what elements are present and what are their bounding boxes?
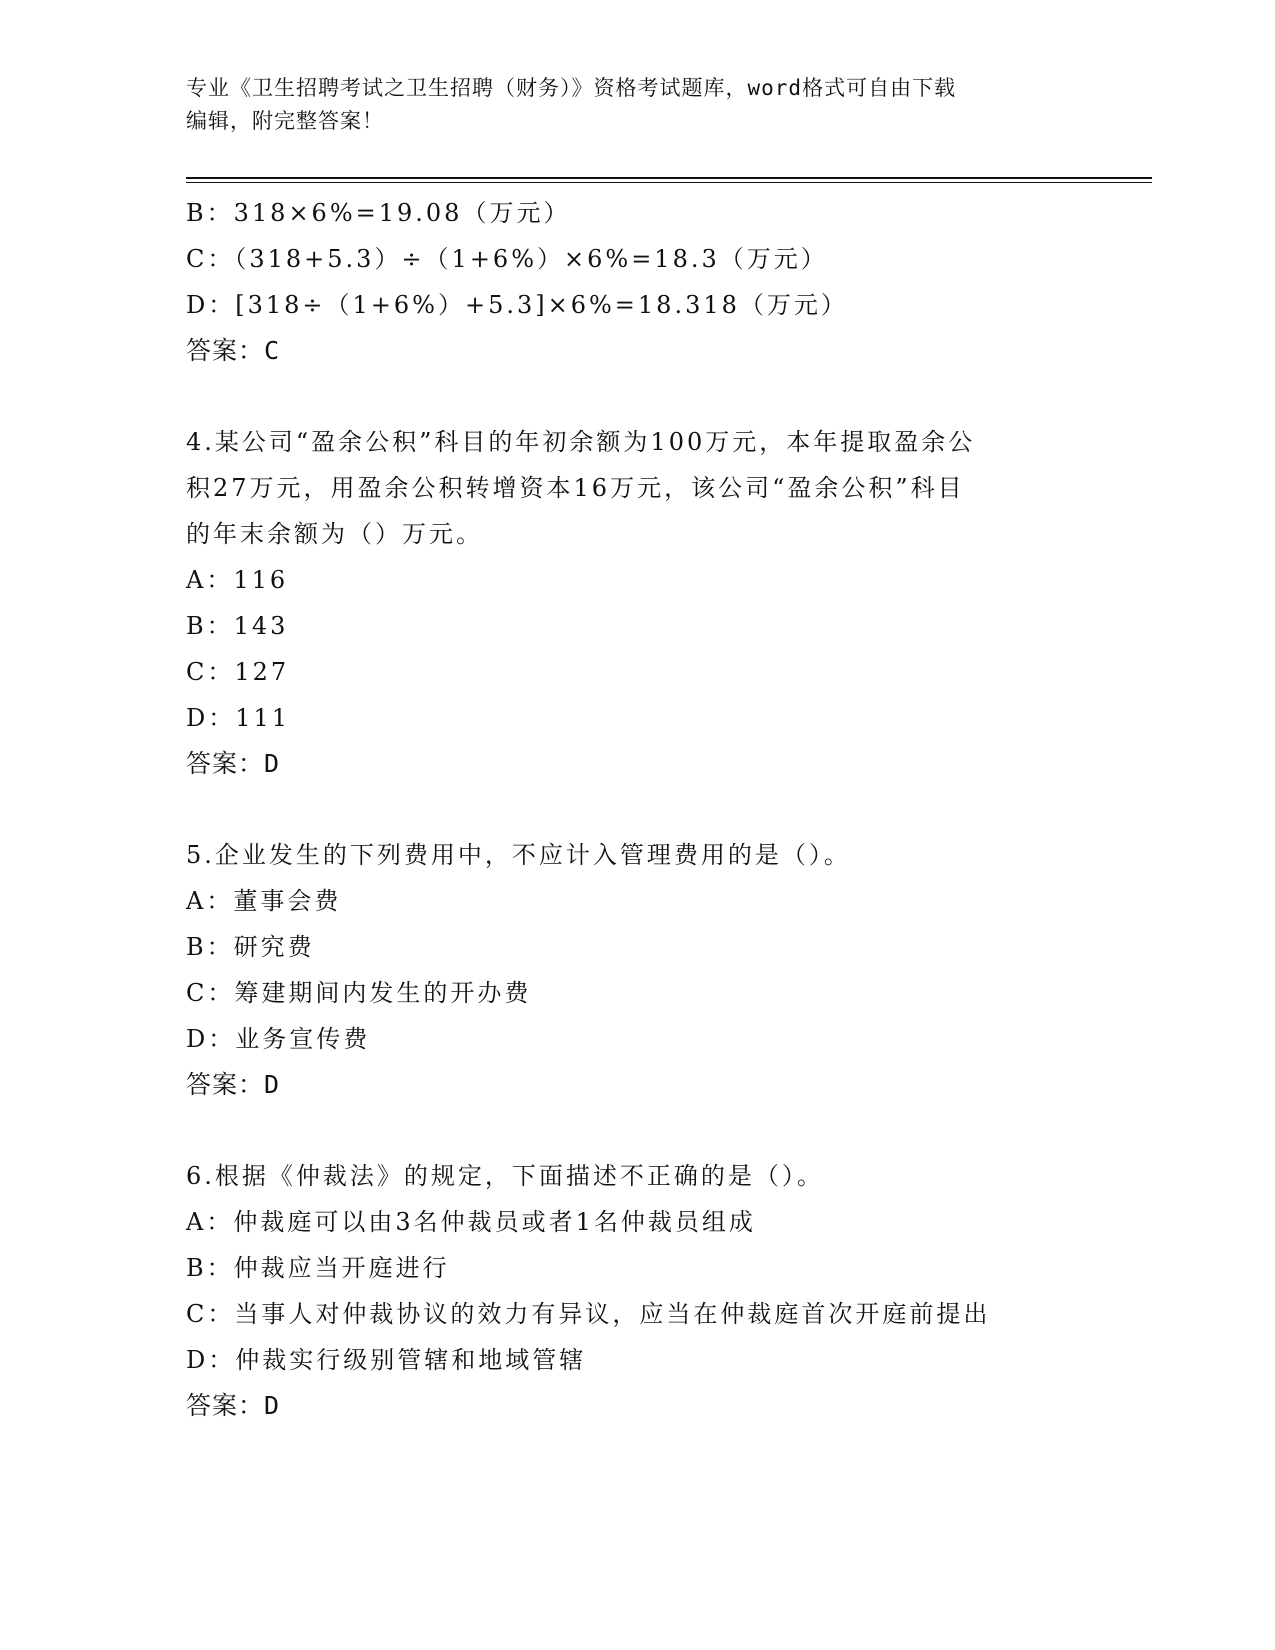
spacer [186,374,1066,419]
header-line-1: 专业《卫生招聘考试之卫生招聘（财务）》资格考试题库，word格式可自由下载 [186,76,957,100]
option-d: D：仲裁实行级别管辖和地域管辖 [186,1346,587,1374]
document-header [186,72,1066,138]
question-stem-line-3: 的年末余额为（）万元。 [186,520,483,548]
question-stem: 6.根据《仲裁法》的规定，下面描述不正确的是（）。 [186,1162,824,1190]
option-c: C：筹建期间内发生的开办费 [186,979,532,1007]
answer: 答案：D [186,749,281,778]
answer: 答案：D [186,1391,281,1420]
question-stem-line-2: 积27万元，用盈余公积转增资本16万元，该公司“盈余公积”科目 [186,474,965,502]
spacer [186,787,1066,832]
answer: 答案：C [186,336,281,365]
option-b: B：318×6%=19.08（万元） [186,199,571,227]
question-stem: 5.企业发生的下列费用中，不应计入管理费用的是（）。 [186,841,851,869]
option-d: D：业务宣传费 [186,1025,371,1053]
option-a: A：仲裁庭可以由3名仲裁员或者1名仲裁员组成 [186,1208,756,1236]
option-a: A：116 [186,566,289,594]
question-list [186,190,1066,1429]
option-a: A：董事会费 [186,887,342,915]
header-rule-thick [186,177,1152,179]
option-c: C：当事人对仲裁协议的效力有异议，应当在仲裁庭首次开庭前提出 [186,1300,991,1328]
option-d: D：111 [186,704,291,732]
question-stem-line-1: 4.某公司“盈余公积”科目的年初余额为100万元，本年提取盈余公 [186,428,976,456]
answer: 答案：D [186,1070,281,1099]
question-4 [186,419,1066,787]
header-line-2: 编辑，附完整答案！ [186,109,384,133]
option-b: B：143 [186,612,289,640]
option-c: C：（318+5.3）÷（1+6%）×6%=18.3（万元） [186,245,828,273]
spacer [186,1108,1066,1153]
option-b: B：仲裁应当开庭进行 [186,1254,450,1282]
header-rule-thin [186,182,1152,183]
question-3-continued [186,190,1066,374]
question-6 [186,1153,1066,1429]
question-5 [186,832,1066,1108]
option-d: D：[318÷（1+6%）+5.3]×6%=18.318（万元） [186,291,848,319]
option-c: C：127 [186,658,290,686]
option-b: B：研究费 [186,933,315,961]
